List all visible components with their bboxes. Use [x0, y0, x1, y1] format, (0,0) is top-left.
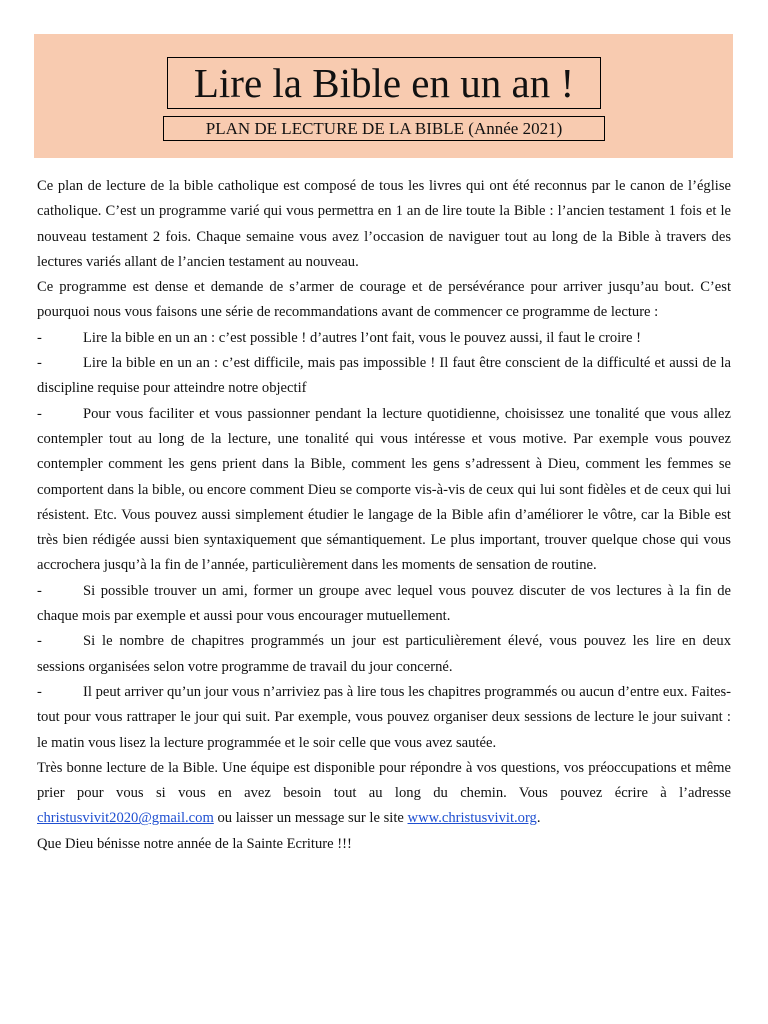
bullet-marker: -	[37, 355, 42, 372]
list-item	[37, 629, 731, 680]
bullet-marker: -	[37, 633, 42, 650]
page-title: Lire la Bible en un an !	[167, 57, 601, 109]
website-link[interactable]: www.christusvivit.org	[407, 810, 537, 827]
bullet-marker: -	[37, 405, 42, 422]
bullet-marker: -	[37, 582, 42, 599]
intro-paragraph-2: Ce programme est dense et demande de s’armer de courage et de persévérance pour arriver jusqu’au bout. C’est pourquoi nous vous faisons une série de recommandations avant de commencer ce programme de lecture :	[37, 279, 731, 321]
list-item-text: Lire la bible en un an : c’est possible ! d’autres l’ont fait, vous le pouvez aussi, il faut le croire !	[83, 329, 642, 346]
list-item	[37, 402, 731, 579]
document-body	[37, 174, 731, 857]
list-item	[37, 326, 731, 351]
bullet-marker: -	[37, 683, 42, 700]
list-item	[37, 680, 731, 756]
closing-text: Très bonne lecture de la Bible. Une équipe est disponible pour répondre à vos questions, vos préoccupations et même prier pour vous si vous en avez besoin tout au long du chemin. Vous pouvez écrire à l’adresse	[37, 759, 731, 802]
list-item	[37, 351, 731, 402]
blessing-line: Que Dieu bénisse notre année de la Sainte Ecriture !!!	[37, 835, 352, 852]
list-item-text: Si le nombre de chapitres programmés un jour est particulièrement élevé, vous pouvez les lire en deux sessions organisées selon votre programme de travail du jour concerné.	[37, 633, 731, 675]
closing-paragraph	[37, 756, 731, 832]
bullet-marker: -	[37, 329, 42, 346]
page-subtitle: PLAN DE LECTURE DE LA BIBLE (Année 2021)	[163, 116, 605, 141]
list-item-text: Si possible trouver un ami, former un groupe avec lequel vous pouvez discuter de vos lectures à la fin de chaque mois par exemple et aussi pour vous encourager mutuellement.	[37, 582, 731, 625]
closing-mid-text: ou laisser un message sur le site	[213, 810, 408, 827]
closing-end-text: .	[536, 810, 541, 827]
email-link[interactable]: christusvivit2020@gmail.com	[37, 810, 214, 827]
list-item-text: Pour vous faciliter et vous passionner pendant la lecture quotidienne, choisissez une tonalité que vous allez contempler tout au long de la lecture, une tonalité qui vous intéresse et vous motive. Par exemple vous pouvez contempler comment les gens prient dans la Bible, comment les gens s’adressent à Dieu, comment les femmes se comportent dans la bible, ou encore comment Dieu se comporte vis-à-vis de ceux qui lui sont fidèles et de ceux qui lui résistent. Etc. Vous pouvez aussi simplement étudier le langage de la Bible afin d’améliorer le vôtre, car la Bible est très bien rédigée aussi bien syntaxiquement que sémantiquement. Le plus important, trouver quelque chose qui vous accrochera jusqu’à la fin de l’année, particulièrement dans les moments de sensation de routine.	[37, 405, 731, 574]
list-item	[37, 579, 731, 630]
list-item-text: Lire la bible en un an : c’est difficile, mais pas impossible ! Il faut être conscient de la difficulté et aussi de la discipline requise pour atteindre notre objectif	[37, 355, 731, 397]
list-item-text: Il peut arriver qu’un jour vous n’arriviez pas à lire tous les chapitres programmés ou aucun d’entre eux. Faites-tout pour vous rattraper le jour qui suit. Par exemple, vous pouvez organiser deux sessions de lecture le jour suivant : le matin vous lisez la lecture programmée et le soir celle que vous avez sautée.	[37, 683, 731, 751]
intro-paragraph-1: Ce plan de lecture de la bible catholique est composé de tous les livres qui ont été reconnus par le canon de l’église catholique. C’est un programme varié qui vous permettra en 1 an de lire toute la Bible : l’ancien testament 1 fois et le nouveau testament 2 fois. Chaque semaine vous avez l’occasion de naviguer tout au long de la Bible à travers des lectures variés allant de l’ancien testament au nouveau.	[37, 178, 731, 270]
